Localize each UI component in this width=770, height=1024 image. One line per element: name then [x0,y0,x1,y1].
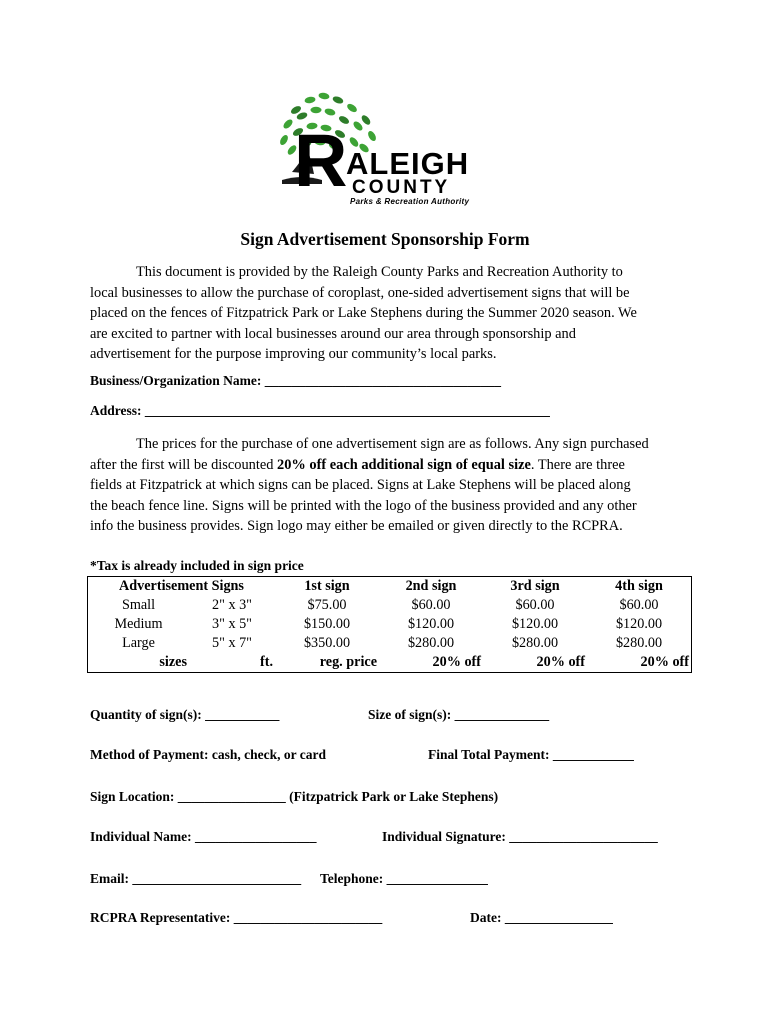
intro-line: advertisement for the purpose improving our community’s local parks. [90,346,497,362]
footer-reg-price: reg. price [275,653,379,673]
individual-name-field[interactable]: Individual Name: __________________ [90,829,317,844]
pricing-line: info the business provides. Sign logo may either be emailed or given directly to the RCPRA. [90,518,623,534]
intro-line: local businesses to allow the purchase of coroplast, one-sided advertisement signs that will be [90,284,630,301]
email-field[interactable]: Email: _________________________ [90,871,302,886]
representative-field[interactable]: RCPRA Representative: ______________________ [90,910,383,925]
leaf-shape [346,102,359,114]
price-cell: $120.00 [587,615,692,634]
table-header-row [88,577,692,597]
leaf-shape [332,95,345,105]
business-name-field[interactable]: Business/Organization Name: ___________________________________ [90,373,502,388]
price-cell: $60.00 [587,596,692,615]
pricing-line: fields at Fitzpatrick at which signs can be placed. Signs at Lake Stephens will be placed along [90,477,631,493]
leaf-shape [352,120,364,132]
size-field[interactable]: Size of sign(s): ______________ [368,707,550,722]
price-cell: $60.00 [515,597,555,613]
size-name: Medium [88,615,190,634]
telephone-field[interactable]: Telephone: _______________ [320,871,488,886]
size-name: Large [88,634,190,653]
price-cell: $280.00 [587,634,692,653]
footer-sizes: sizes [88,653,190,673]
page-title: Sign Advertisement Sponsorship Form [240,229,530,249]
intro-line: are excited to partner with local businesses around our area through sponsorship and [90,325,576,342]
price-cell: $150.00 [303,616,351,632]
price-cell: $75.00 [307,597,347,613]
date-field[interactable]: Date: ________________ [470,910,613,925]
address-field[interactable]: Address: ____________________________________________________________ [90,403,550,418]
final-total-field[interactable]: Final Total Payment: ____________ [428,747,634,762]
price-cell: $350.00 [303,635,351,651]
sign-location-field[interactable]: Sign Location: ________________ (Fitzpatrick Park or Lake Stephens) [90,789,499,804]
footer-discount: 20% off [379,653,483,673]
price-cell: $60.00 [411,597,451,613]
leaf-shape [278,134,289,147]
intro-paragraph [90,262,680,365]
pricing-line: The prices for the purchase of one advertisement sign are as follows. Any sign purchased [136,436,649,452]
footer-discount: 20% off [483,653,587,673]
raleigh-county-logo [262,90,502,212]
intro-line: This document is provided by the Raleigh County Parks and Recreation Authority to [136,264,623,280]
table-row [88,615,692,634]
leaf-shape [324,107,336,116]
logo-subtitle: Parks & Recreation Authority [350,197,470,206]
table-row [88,596,692,615]
pricing-line: the beach fence line. Signs will be printed with the logo of the business provided and any other [90,497,637,514]
leaf-shape [366,130,377,143]
price-table [87,576,692,673]
leaf-shape [318,92,330,100]
header-3rd-sign: 3rd sign [483,577,587,597]
price-cell: $280.00 [407,635,455,651]
individual-signature-field[interactable]: Individual Signature: ______________________ [382,829,658,844]
footer-discount: 20% off [587,653,692,673]
logo-letter-r: R [294,119,346,202]
price-cell: $120.00 [511,616,559,632]
logo-name-line: ALEIGH [346,146,470,181]
logo-county-line: COUNTY [352,177,451,198]
header-advertisement-signs: Advertisement Signs [88,577,276,597]
pricing-paragraph [90,434,680,537]
table-footer-row [88,653,692,673]
size-dimensions: 3" x 5" [212,616,252,632]
header-2nd-sign: 2nd sign [379,577,483,597]
price-cell: $120.00 [407,616,455,632]
leaf-shape [311,107,322,113]
size-name: Small [88,596,190,615]
footer-ft: ft. [189,653,275,673]
leaf-shape [282,118,294,130]
leaf-shape [304,96,316,104]
price-cell: $280.00 [511,635,559,651]
pricing-line: after the first will be discounted 20% off each additional sign of equal size. There are three [90,456,625,473]
header-1st-sign: 1st sign [275,577,379,597]
discount-emphasis: 20% off each additional sign of equal size [277,456,531,473]
leaf-shape [360,114,372,127]
intro-line: placed on the fences of Fitzpatrick Park or Lake Stephens during the Summer 2020 season. We [90,305,637,321]
size-dimensions: 2" x 3" [212,597,252,613]
size-dimensions: 5" x 7" [212,635,252,651]
table-row [88,634,692,653]
quantity-field[interactable]: Quantity of sign(s): ___________ [90,707,280,722]
payment-method-field[interactable]: Method of Payment: cash, check, or card [90,747,326,762]
header-4th-sign: 4th sign [587,577,692,597]
tax-note: *Tax is already included in sign price [90,558,304,573]
